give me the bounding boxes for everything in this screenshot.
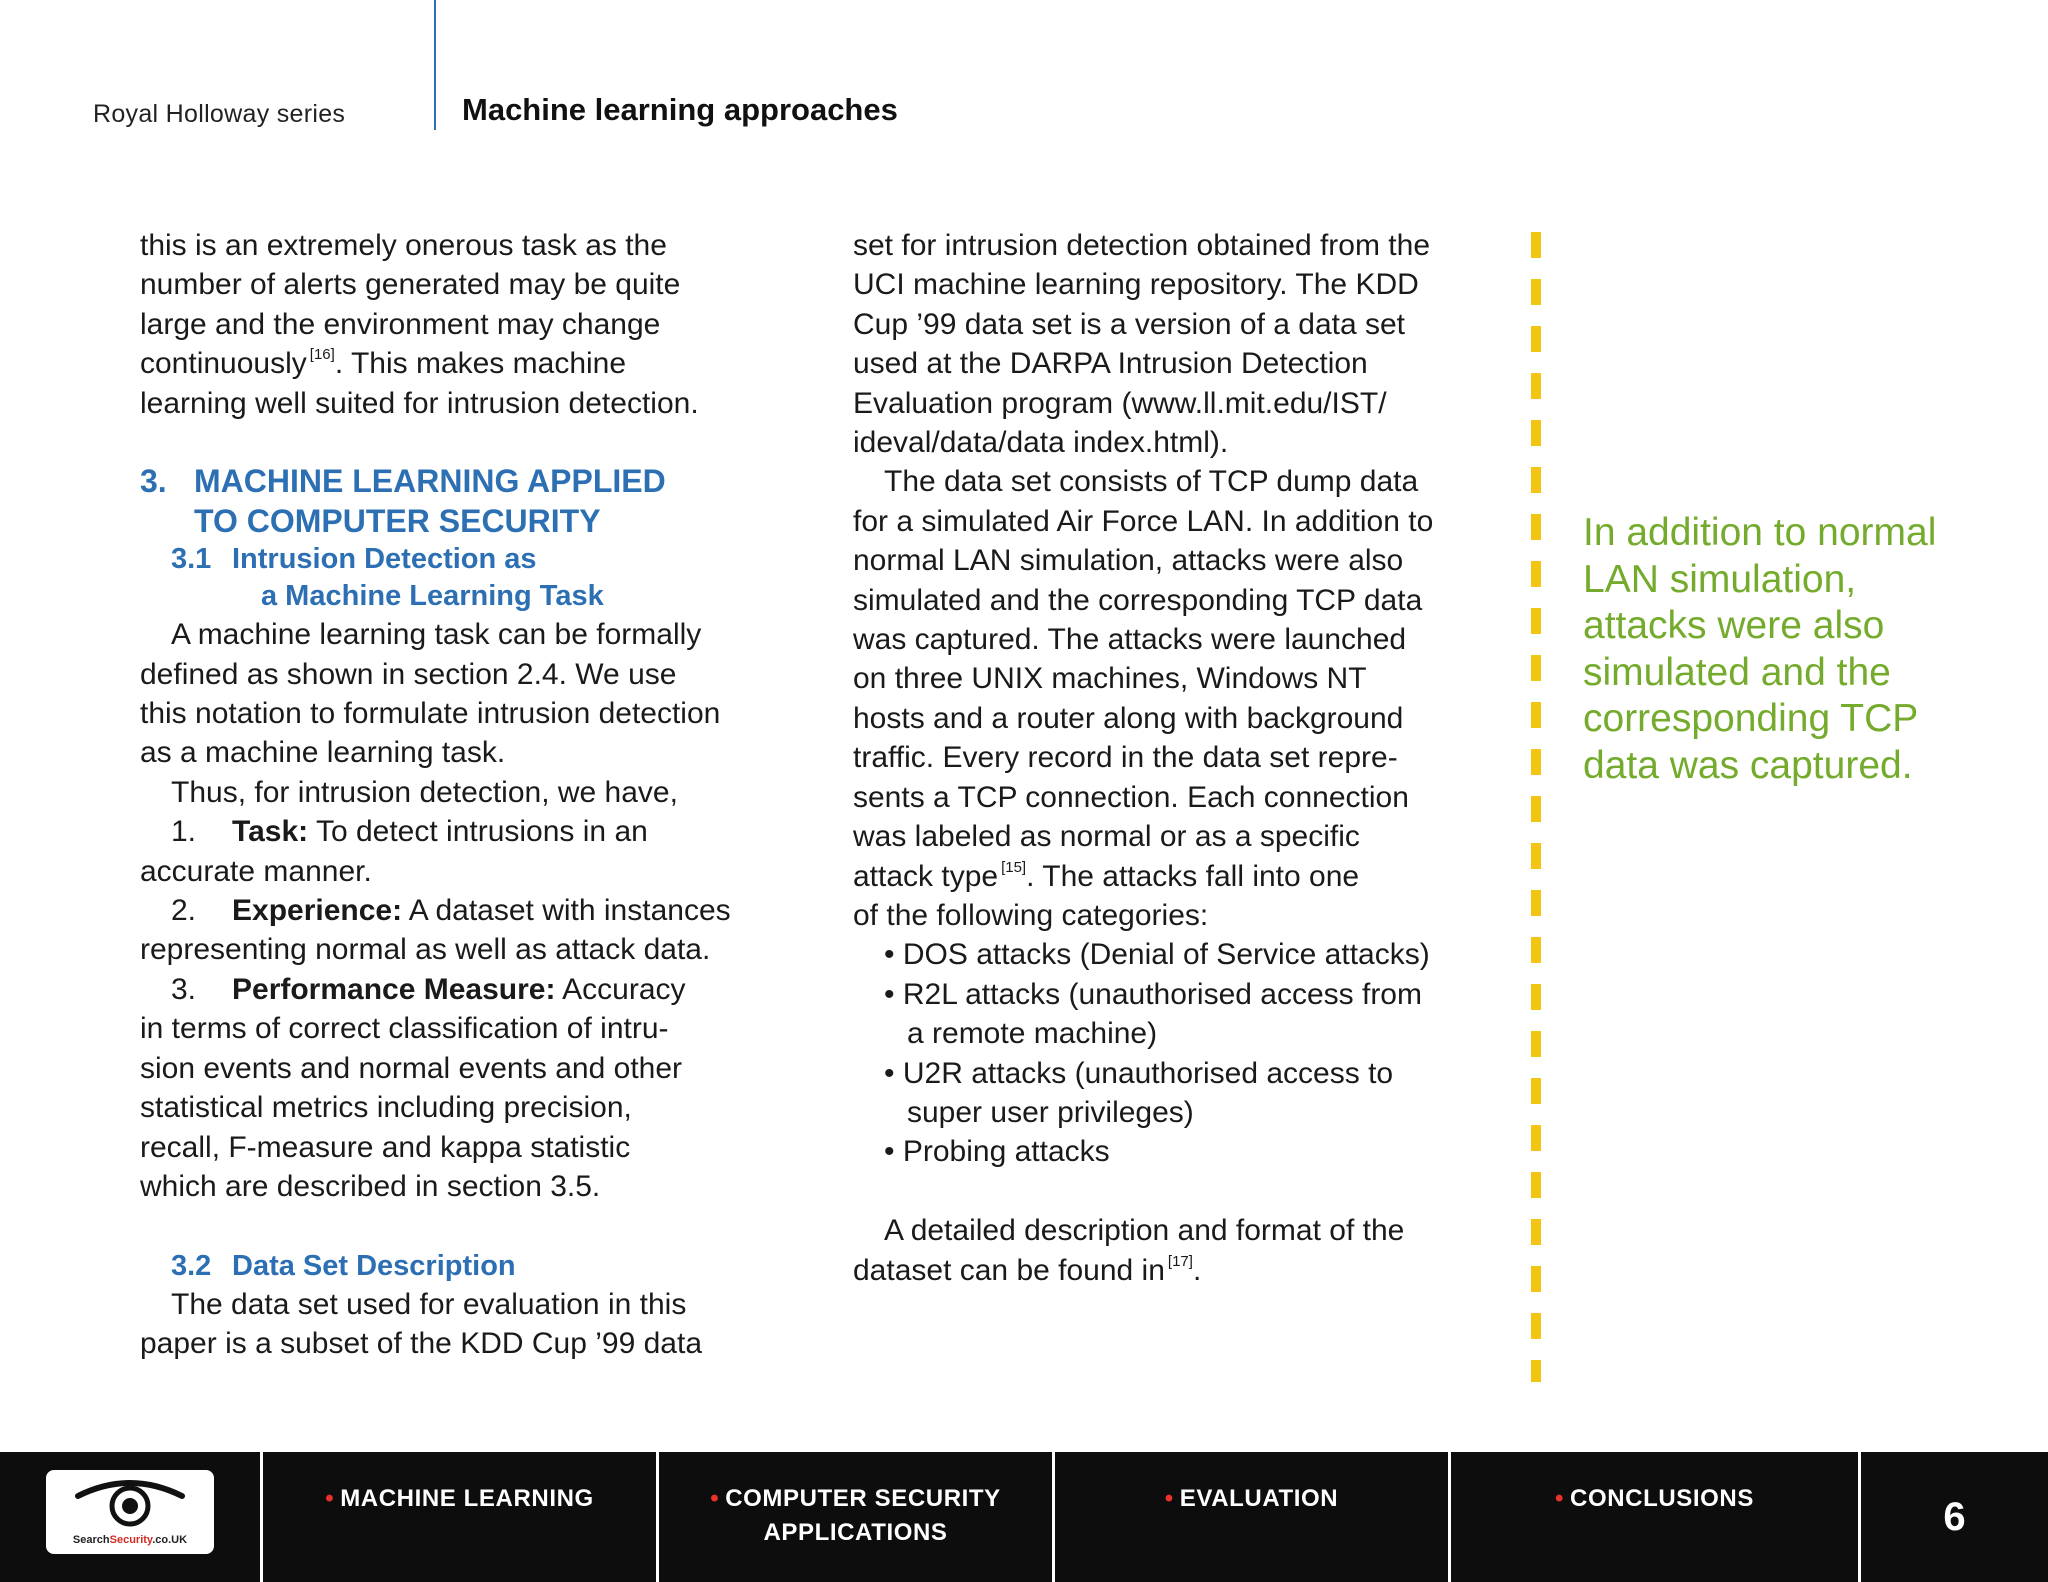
text-fragment: dataset can be found in xyxy=(853,1253,1165,1287)
nav-computer-security-applications[interactable] xyxy=(656,1452,1052,1582)
nav-label: APPLICATIONS xyxy=(763,1519,948,1546)
nav-label: MACHINE LEARNING xyxy=(340,1485,594,1512)
text-line: was captured. The attacks were launched xyxy=(853,623,1407,657)
text-fragment: attack type xyxy=(853,859,999,893)
list-item-performance xyxy=(140,970,780,1009)
heading-section-3 xyxy=(140,462,780,541)
bullet-item xyxy=(853,975,1493,1014)
nav-evaluation[interactable] xyxy=(1052,1452,1448,1582)
list-item-experience xyxy=(140,891,780,930)
list-number: 1. xyxy=(171,815,197,849)
list-label: Experience: xyxy=(232,894,403,928)
nav-label: EVALUATION xyxy=(1179,1485,1339,1512)
text-fragment: Accuracy xyxy=(555,972,686,1006)
text-line: learning well suited for intrusion detection. xyxy=(140,386,699,420)
text-line xyxy=(853,1251,1493,1290)
text-line: large and the environment may change xyxy=(140,307,661,341)
heading-number: 3.1 xyxy=(171,543,212,576)
text-line: A machine learning task can be formally xyxy=(171,618,702,652)
list-item-task xyxy=(140,812,780,851)
heading-text: Intrusion Detection as xyxy=(232,543,537,576)
list-number: 2. xyxy=(171,894,197,928)
text-line: The data set used for evaluation in this xyxy=(171,1287,687,1321)
text-line: Thus, for intrusion detection, we have, xyxy=(171,775,678,809)
nav-label: COMPUTER SECURITY xyxy=(725,1485,1001,1512)
page-section-title: Machine learning approaches xyxy=(462,92,898,127)
citation-16: [16] xyxy=(309,346,335,364)
text-line: this notation to formulate intrusion detection xyxy=(140,697,721,731)
text-line: The data set consists of TCP dump data xyxy=(884,465,1419,499)
logo-text-part: Security xyxy=(109,1534,153,1546)
text-fragment: A dataset with instances xyxy=(402,894,731,928)
list-label: Task: xyxy=(232,815,309,849)
text-line: was labeled as normal or as a specific xyxy=(853,820,1360,854)
text-line: defined as shown in section 2.4. We use xyxy=(140,657,677,691)
text-line: Evaluation program (www.ll.mit.edu/IST/ xyxy=(853,386,1387,420)
heading-text: a Machine Learning Task xyxy=(261,580,604,613)
text-line: this is an extremely onerous task as the xyxy=(140,229,667,262)
nav-machine-learning[interactable] xyxy=(260,1452,656,1582)
text-line xyxy=(140,344,780,383)
text-line: used at the DARPA Intrusion Detection xyxy=(853,347,1368,381)
text-line: normal LAN simulation, attacks were also xyxy=(853,544,1404,578)
text-fragment: . The attacks fall into one xyxy=(1026,859,1360,893)
nav-bullet: • xyxy=(710,1485,720,1512)
bullet-glyph: • xyxy=(884,1056,895,1090)
searchsecurity-logo[interactable] xyxy=(46,1470,214,1554)
nav-bullet: • xyxy=(325,1485,335,1512)
text-line: simulated and the corresponding TCP data xyxy=(853,583,1423,617)
text-fragment: continuously xyxy=(140,347,307,381)
text-line: sion events and normal events and other xyxy=(140,1051,683,1085)
bullet-continuation: super user privileges) xyxy=(907,1095,1194,1129)
text-line: statistical metrics including precision, xyxy=(140,1091,632,1125)
nav-conclusions[interactable] xyxy=(1448,1452,1858,1582)
heading-text: TO COMPUTER SECURITY xyxy=(194,502,601,539)
bullet-glyph: • xyxy=(884,938,895,972)
text-fragment: To detect intrusions in an xyxy=(308,815,648,849)
heading-section-3-1 xyxy=(140,541,780,615)
nav-bullet: • xyxy=(1555,1485,1565,1512)
text-line: Cup ’99 data set is a version of a data set xyxy=(853,307,1405,341)
text-line: representing normal as well as attack data. xyxy=(140,933,711,967)
bullet-text: R2L attacks (unauthorised access from xyxy=(902,977,1422,1011)
text-line: ideval/data/data index.html). xyxy=(853,426,1229,460)
text-line: A detailed description and format of the xyxy=(884,1214,1405,1248)
text-line: hosts and a router along with background xyxy=(853,701,1404,735)
series-name: Royal Holloway series xyxy=(93,100,346,128)
bullet-glyph: • xyxy=(884,977,895,1011)
column-middle xyxy=(853,226,1493,1290)
text-fragment: . xyxy=(1192,1253,1202,1287)
text-line: of the following categories: xyxy=(853,898,1209,932)
text-line: number of alerts generated may be quite xyxy=(140,268,681,302)
text-line: paper is a subset of the KDD Cup ’99 data xyxy=(140,1327,703,1361)
text-line: sents a TCP connection. Each connection xyxy=(853,780,1409,814)
list-number: 3. xyxy=(171,972,197,1006)
bullet-text: Probing attacks xyxy=(902,1135,1110,1169)
text-line: UCI machine learning repository. The KDD xyxy=(853,268,1419,302)
text-line: which are described in section 3.5. xyxy=(140,1169,601,1203)
pull-quote: In addition to normal LAN simulation, attacks were also simulated and the corresponding TCP data was captured. xyxy=(1583,511,1937,787)
citation-15: [15] xyxy=(1001,858,1027,876)
bullet-continuation: a remote machine) xyxy=(907,1017,1158,1051)
bullet-text: DOS attacks (Denial of Service attacks) xyxy=(902,938,1430,972)
text-line: in terms of correct classification of intru- xyxy=(140,1012,669,1046)
citation-17: [17] xyxy=(1167,1252,1193,1270)
dashed-divider xyxy=(1531,232,1541,1382)
column-left xyxy=(140,226,780,1364)
text-line: traffic. Every record in the data set repre- xyxy=(853,741,1398,775)
text-line: for a simulated Air Force LAN. In addition to xyxy=(853,504,1434,538)
text-line: accurate manner. xyxy=(140,854,372,888)
text-fragment: . This makes machine xyxy=(334,347,627,381)
heading-number: 3. xyxy=(140,463,167,500)
text-line: as a machine learning task. xyxy=(140,736,506,770)
bullet-item xyxy=(853,1132,1493,1171)
eye-icon xyxy=(72,1476,188,1528)
heading-text: Data Set Description xyxy=(232,1249,516,1282)
header-divider xyxy=(434,0,436,130)
logo-text xyxy=(46,1534,214,1546)
heading-number: 3.2 xyxy=(171,1249,212,1282)
nav-label: CONCLUSIONS xyxy=(1570,1485,1754,1512)
logo-text-part: .co.UK xyxy=(152,1534,188,1546)
logo-text-part: Search xyxy=(72,1534,110,1546)
list-label: Performance Measure: xyxy=(232,972,556,1006)
footer-nav-bar xyxy=(0,1452,2048,1582)
heading-section-3-2 xyxy=(140,1248,780,1285)
bullet-item xyxy=(853,1054,1493,1093)
bullet-text: U2R attacks (unauthorised access to xyxy=(902,1056,1394,1090)
nav-bullet: • xyxy=(1164,1485,1174,1512)
text-line xyxy=(853,857,1493,896)
text-line: recall, F-measure and kappa statistic xyxy=(140,1130,631,1164)
text-line: set for intrusion detection obtained from the xyxy=(853,229,1431,262)
page-number: 6 xyxy=(1858,1452,2048,1582)
text-line: on three UNIX machines, Windows NT xyxy=(853,662,1367,696)
heading-text: MACHINE LEARNING APPLIED xyxy=(194,463,666,500)
bullet-glyph: • xyxy=(884,1135,895,1169)
bullet-item xyxy=(853,935,1493,974)
